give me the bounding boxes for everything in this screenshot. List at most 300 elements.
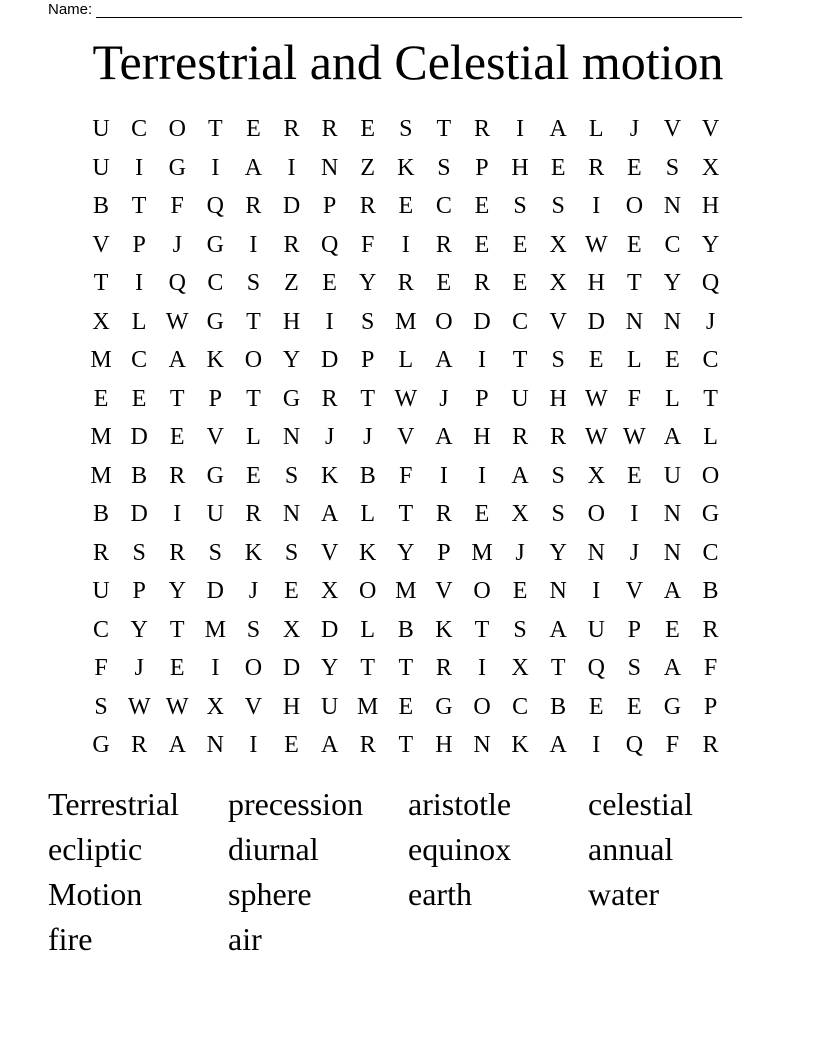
grid-letter: R: [131, 732, 148, 758]
grid-letter: N: [663, 193, 682, 219]
grid-letter: A: [320, 732, 339, 758]
grid-letter: M: [395, 578, 417, 604]
grid-letter: M: [90, 462, 112, 489]
grid-letter: S: [437, 154, 451, 181]
grid-letter: S: [551, 462, 565, 489]
grid-letter: J: [363, 424, 373, 450]
grid-letter: N: [663, 539, 682, 566]
grid-letter: I: [592, 193, 601, 219]
grid-letter: T: [360, 655, 376, 681]
word-list-item: precession: [228, 786, 364, 822]
grid-letter: J: [248, 578, 259, 604]
grid-row: [82, 264, 730, 303]
grid-letter: C: [512, 308, 529, 335]
grid-letter: Y: [282, 347, 301, 373]
grid-letter: A: [549, 116, 567, 142]
grid-letter: H: [701, 193, 720, 219]
grid-letter: L: [360, 501, 376, 527]
grid-letter: A: [435, 424, 453, 450]
grid-letter: N: [549, 578, 567, 604]
grid-letter: T: [474, 616, 490, 643]
grid-letter: B: [550, 693, 567, 720]
grid-letter: X: [282, 616, 301, 643]
grid-letter: H: [473, 424, 491, 450]
grid-letter: Y: [663, 270, 682, 296]
grid-letter: K: [511, 732, 529, 758]
grid-letter: I: [173, 501, 182, 527]
grid-letter: E: [474, 231, 490, 258]
grid-letter: V: [244, 693, 263, 720]
grid-letter: N: [473, 732, 491, 758]
grid-letter: I: [249, 732, 258, 758]
grid-letter: R: [588, 154, 605, 181]
grid-letter: P: [132, 578, 146, 604]
grid-letter: H: [435, 732, 453, 758]
grid-letter: S: [551, 347, 565, 373]
grid-letter: P: [132, 231, 146, 258]
grid-letter: C: [93, 616, 110, 643]
grid-letter: F: [170, 193, 184, 219]
grid-letter: U: [587, 616, 605, 643]
grid-letter: A: [320, 501, 339, 527]
grid-letter: V: [625, 578, 644, 604]
word-list-item: air: [228, 921, 262, 957]
grid-letter: X: [587, 462, 605, 489]
grid-letter: I: [516, 116, 525, 142]
grid-letter: H: [282, 308, 301, 335]
grid-letter: L: [627, 347, 642, 373]
word-list-item: celestial: [588, 786, 693, 822]
grid-letter: R: [321, 116, 338, 142]
word-list-item: equinox: [408, 831, 512, 867]
grid-letter: I: [477, 655, 486, 681]
grid-letter: M: [471, 539, 493, 566]
grid-letter: Y: [397, 539, 415, 566]
grid-letter: B: [93, 193, 110, 219]
grid-letter: E: [169, 655, 185, 681]
grid-letter: A: [435, 347, 453, 373]
grid-letter: P: [475, 154, 489, 181]
grid-letter: T: [169, 385, 185, 412]
grid-letter: Y: [359, 270, 377, 296]
grid-letter: E: [512, 231, 528, 258]
grid-row: [82, 726, 730, 765]
grid-letter: T: [703, 385, 718, 412]
grid-letter: Q: [206, 193, 224, 219]
grid-letter: R: [435, 655, 452, 681]
grid-letter: S: [551, 501, 565, 527]
word-list-item: ecliptic: [48, 831, 143, 867]
grid-letter: R: [397, 270, 414, 296]
grid-letter: G: [92, 732, 110, 758]
grid-letter: S: [246, 270, 261, 296]
word-list-item: sphere: [228, 876, 312, 912]
grid-letter: X: [511, 655, 529, 681]
grid-letter: W: [127, 693, 151, 720]
grid-letter: L: [703, 424, 718, 450]
grid-letter: I: [401, 231, 410, 258]
grid-letter: D: [473, 308, 491, 335]
grid-letter: F: [399, 462, 413, 489]
grid-letter: O: [244, 655, 263, 681]
grid-row: [82, 457, 730, 496]
grid-letter: S: [284, 539, 299, 566]
grid-letter: T: [512, 347, 528, 373]
page-title: Terrestrial and Celestial motion: [92, 34, 724, 90]
grid-letter: K: [206, 347, 224, 373]
grid-letter: E: [627, 693, 642, 720]
grid-letter: J: [629, 116, 640, 142]
grid-letter: B: [397, 616, 414, 643]
grid-letter: V: [435, 578, 453, 604]
grid-letter: U: [206, 501, 224, 527]
grid-letter: R: [245, 193, 262, 219]
grid-letter: C: [207, 270, 224, 296]
grid-letter: O: [625, 193, 644, 219]
grid-letter: M: [204, 616, 226, 643]
grid-letter: F: [665, 732, 680, 758]
grid-letter: G: [168, 154, 186, 181]
grid-letter: M: [395, 308, 417, 335]
grid-letter: U: [92, 154, 110, 181]
grid-row: [82, 380, 730, 419]
grid-letter: I: [630, 501, 639, 527]
grid-letter: U: [92, 116, 110, 142]
word-list-item: Motion: [48, 876, 143, 912]
grid-letter: V: [701, 116, 720, 142]
grid-row: [82, 149, 730, 188]
grid-letter: L: [246, 424, 261, 450]
grid-letter: P: [475, 385, 489, 412]
grid-letter: D: [130, 501, 148, 527]
grid-letter: V: [397, 424, 415, 450]
grid-letter: V: [663, 116, 682, 142]
grid-letter: T: [550, 655, 566, 681]
grid-row: [82, 226, 730, 265]
grid-letter: E: [322, 270, 337, 296]
grid-letter: T: [93, 270, 109, 296]
grid-letter: U: [663, 462, 682, 489]
grid-letter: R: [283, 231, 300, 258]
grid-letter: R: [473, 270, 490, 296]
grid-letter: F: [361, 231, 375, 258]
grid-letter: D: [130, 424, 148, 450]
grid-letter: E: [131, 385, 147, 412]
grid-letter: S: [513, 616, 527, 643]
grid-row: [82, 187, 730, 226]
grid-letter: T: [169, 616, 185, 643]
grid-letter: G: [435, 693, 453, 720]
grid-letter: C: [512, 693, 529, 720]
grid-row: [82, 688, 730, 727]
grid-letter: S: [284, 462, 299, 489]
grid-letter: W: [584, 385, 608, 412]
grid-letter: O: [168, 116, 186, 142]
grid-letter: U: [92, 578, 110, 604]
word-list-item: Terrestrial: [48, 786, 180, 822]
grid-row: [82, 495, 730, 534]
grid-letter: R: [473, 116, 490, 142]
grid-letter: B: [93, 501, 110, 527]
grid-letter: T: [398, 655, 414, 681]
grid-letter: V: [549, 308, 567, 335]
grid-letter: E: [93, 385, 109, 412]
grid-letter: K: [435, 616, 453, 643]
grid-letter: O: [359, 578, 377, 604]
grid-letter: E: [169, 424, 185, 450]
grid-row: [82, 534, 730, 573]
grid-letter: X: [320, 578, 339, 604]
grid-row: [82, 110, 730, 149]
grid-letter: N: [663, 501, 682, 527]
grid-letter: M: [90, 424, 112, 450]
grid-letter: N: [587, 539, 605, 566]
grid-letter: J: [629, 539, 640, 566]
grid-letter: V: [206, 424, 224, 450]
grid-letter: I: [135, 270, 144, 296]
grid-letter: R: [702, 732, 719, 758]
grid-letter: E: [474, 193, 490, 219]
grid-letter: Q: [625, 732, 644, 758]
word-list-item: aristotle: [408, 786, 512, 822]
grid-letter: Y: [701, 231, 720, 258]
grid-letter: J: [705, 308, 716, 335]
grid-letter: R: [359, 193, 376, 219]
grid-letter: F: [627, 385, 642, 412]
grid-letter: E: [665, 347, 680, 373]
grid-letter: P: [208, 385, 222, 412]
name-blank-line: [96, 2, 742, 18]
grid-letter: R: [321, 385, 338, 412]
word-list-item: fire: [48, 921, 93, 957]
grid-letter: I: [592, 578, 601, 604]
grid-letter: E: [627, 462, 642, 489]
grid-letter: K: [359, 539, 377, 566]
grid-letter: T: [398, 732, 414, 758]
grid-letter: O: [701, 462, 720, 489]
grid-letter: E: [436, 270, 452, 296]
grid-letter: G: [206, 231, 224, 258]
grid-letter: E: [627, 231, 642, 258]
grid-letter: R: [245, 501, 262, 527]
grid-letter: I: [249, 231, 258, 258]
grid-letter: N: [625, 308, 644, 335]
grid-letter: N: [320, 154, 339, 181]
grid-letter: X: [511, 501, 529, 527]
grid-letter: P: [627, 616, 642, 643]
grid-letter: N: [282, 501, 301, 527]
grid-letter: A: [549, 732, 567, 758]
grid-letter: F: [703, 655, 718, 681]
grid-letter: T: [360, 385, 376, 412]
grid-letter: J: [324, 424, 335, 450]
grid-letter: J: [134, 655, 144, 681]
grid-row: [82, 418, 730, 457]
grid-letter: S: [208, 539, 222, 566]
grid-letter: X: [92, 308, 110, 335]
grid-row: [82, 341, 730, 380]
grid-letter: W: [165, 693, 189, 720]
name-label: Name:: [48, 1, 93, 18]
grid-letter: E: [627, 154, 642, 181]
grid-letter: C: [702, 539, 719, 566]
grid-letter: S: [132, 539, 146, 566]
grid-letter: T: [436, 116, 452, 142]
grid-letter: J: [439, 385, 449, 412]
grid-letter: O: [244, 347, 263, 373]
grid-letter: E: [246, 462, 261, 489]
grid-letter: Q: [587, 655, 605, 681]
grid-letter: I: [135, 154, 144, 181]
grid-letter: K: [244, 539, 263, 566]
grid-letter: Q: [701, 270, 720, 296]
grid-letter: A: [511, 462, 529, 489]
grid-letter: E: [246, 116, 261, 142]
grid-letter: P: [322, 193, 337, 219]
grid-letter: T: [246, 308, 261, 335]
grid-letter: S: [361, 308, 375, 335]
grid-letter: E: [665, 616, 680, 643]
grid-letter: R: [435, 231, 452, 258]
grid-letter: T: [627, 270, 642, 296]
grid-letter: A: [663, 578, 682, 604]
letter-grid: [82, 110, 730, 765]
grid-letter: S: [246, 616, 261, 643]
grid-letter: Q: [168, 270, 186, 296]
grid-letter: O: [435, 308, 453, 335]
grid-letter: D: [206, 578, 224, 604]
grid-letter: I: [211, 655, 220, 681]
grid-letter: Y: [130, 616, 148, 643]
word-list-item: water: [588, 876, 660, 912]
grid-letter: Y: [168, 578, 186, 604]
grid-letter: R: [359, 732, 376, 758]
grid-letter: S: [399, 116, 413, 142]
grid-letter: R: [512, 424, 529, 450]
grid-letter: D: [587, 308, 605, 335]
grid-letter: I: [211, 154, 220, 181]
grid-letter: E: [284, 732, 299, 758]
grid-letter: A: [663, 655, 682, 681]
grid-letter: R: [93, 539, 110, 566]
grid-letter: C: [664, 231, 681, 258]
word-list-item: earth: [408, 876, 472, 912]
grid-letter: B: [359, 462, 376, 489]
grid-letter: F: [94, 655, 108, 681]
grid-letter: T: [131, 193, 147, 219]
grid-letter: A: [549, 616, 567, 643]
grid-letter: L: [360, 616, 376, 643]
grid-letter: O: [473, 693, 491, 720]
grid-letter: N: [206, 732, 224, 758]
grid-letter: Y: [320, 655, 339, 681]
grid-letter: P: [437, 539, 451, 566]
grid-letter: X: [206, 693, 224, 720]
word-list: [48, 782, 768, 962]
grid-row: [82, 649, 730, 688]
grid-letter: G: [663, 693, 682, 720]
grid-letter: A: [663, 424, 682, 450]
grid-letter: I: [287, 154, 296, 181]
grid-letter: R: [702, 616, 719, 643]
grid-letter: W: [623, 424, 646, 450]
grid-letter: E: [398, 693, 414, 720]
grid-letter: E: [588, 693, 604, 720]
grid-letter: T: [398, 501, 414, 527]
grid-letter: S: [627, 655, 642, 681]
grid-letter: Y: [549, 539, 567, 566]
grid-letter: X: [701, 154, 720, 181]
grid-letter: X: [549, 270, 567, 296]
grid-letter: J: [172, 231, 182, 258]
grid-letter: M: [90, 347, 112, 373]
grid-letter: R: [435, 501, 452, 527]
grid-letter: O: [587, 501, 605, 527]
grid-letter: K: [320, 462, 339, 489]
grid-row: [82, 303, 730, 342]
grid-letter: I: [325, 308, 334, 335]
grid-letter: S: [665, 154, 680, 181]
grid-letter: E: [512, 578, 528, 604]
grid-letter: Q: [320, 231, 339, 258]
grid-letter: W: [584, 231, 608, 258]
grid-letter: E: [512, 270, 528, 296]
grid-letter: N: [282, 424, 301, 450]
grid-letter: C: [131, 347, 148, 373]
grid-letter: D: [320, 347, 339, 373]
grid-letter: I: [439, 462, 448, 489]
grid-row: [82, 611, 730, 650]
grid-letter: C: [131, 116, 148, 142]
grid-letter: G: [701, 501, 720, 527]
grid-letter: S: [513, 193, 527, 219]
grid-letter: L: [588, 116, 604, 142]
grid-letter: X: [549, 231, 567, 258]
grid-letter: J: [515, 539, 525, 566]
grid-letter: G: [206, 308, 224, 335]
grid-letter: E: [550, 154, 566, 181]
grid-letter: R: [283, 116, 300, 142]
grid-letter: D: [320, 616, 339, 643]
grid-letter: E: [360, 116, 376, 142]
grid-letter: T: [246, 385, 261, 412]
grid-row: [82, 572, 730, 611]
grid-letter: U: [511, 385, 529, 412]
grid-letter: W: [394, 385, 418, 412]
grid-letter: D: [282, 193, 301, 219]
grid-letter: S: [94, 693, 108, 720]
grid-letter: I: [477, 347, 486, 373]
grid-letter: W: [165, 308, 189, 335]
word-list-item: diurnal: [228, 831, 319, 867]
grid-letter: C: [702, 347, 719, 373]
grid-letter: I: [592, 732, 601, 758]
grid-letter: S: [551, 193, 565, 219]
grid-letter: H: [282, 693, 301, 720]
grid-letter: T: [207, 116, 223, 142]
grid-letter: B: [131, 462, 148, 489]
grid-letter: H: [587, 270, 605, 296]
grid-letter: E: [284, 578, 299, 604]
grid-letter: G: [282, 385, 301, 412]
grid-letter: W: [584, 424, 608, 450]
grid-letter: B: [702, 578, 719, 604]
grid-letter: N: [663, 308, 682, 335]
word-list-item: annual: [588, 831, 674, 867]
grid-letter: R: [550, 424, 567, 450]
grid-letter: A: [168, 347, 186, 373]
grid-letter: Z: [360, 154, 376, 181]
